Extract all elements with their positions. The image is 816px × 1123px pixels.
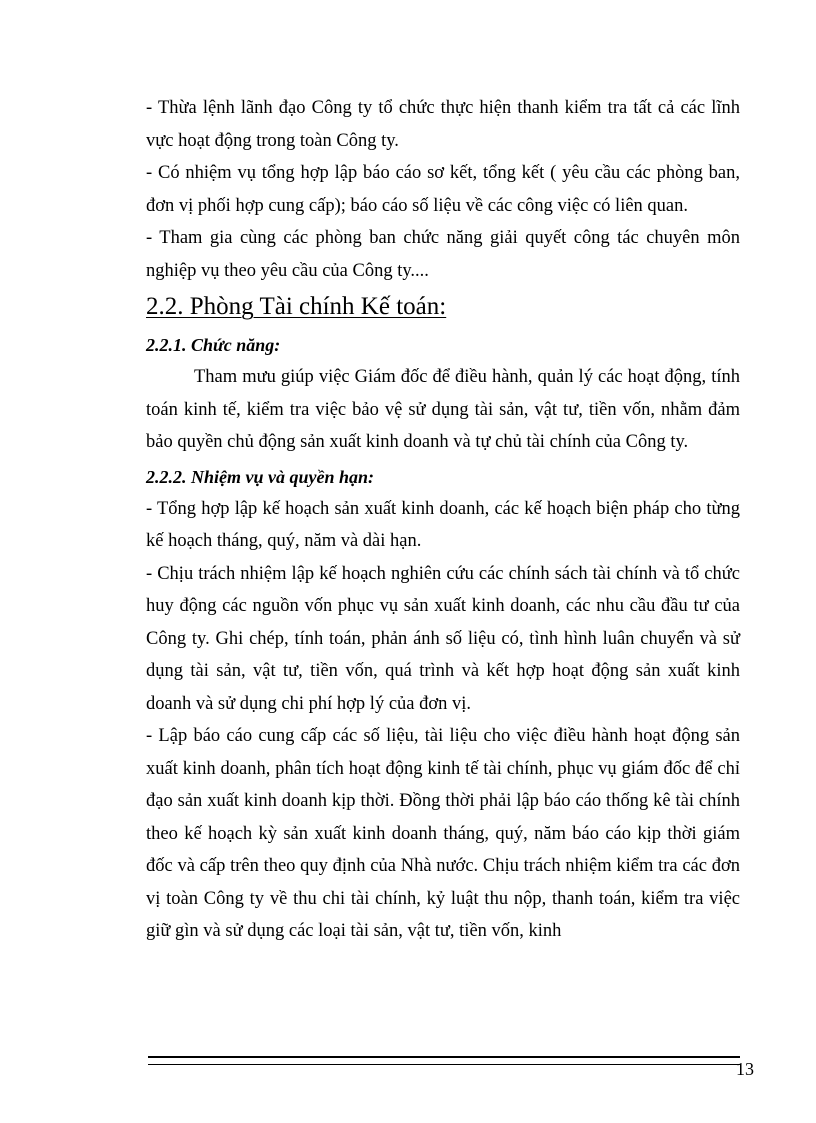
list-item-duty: - Chịu trách nhiệm lập kế hoạch nghiên cứu các chính sách tài chính và tổ chức huy động các nguồn vốn phục vụ sản xuất kinh doanh, các nhu cầu đầu tư của Công ty. Ghi chép, tính toán, phản ánh số liệu có, tình hình luân chuyển và sử dụng tài sản, vật tư, tiền vốn, quá trình và kết hợp hoạt động sản xuất kinh doanh và sử dụng chi phí hợp lý của đơn vị. <box>146 563 740 714</box>
subsection-heading-functions: 2.2.1. Chức năng: <box>146 335 281 355</box>
paragraph-inspection-duty: - Thừa lệnh lãnh đạo Công ty tổ chức thực hiện thanh kiểm tra tất cả các lĩnh vực hoạt động trong toàn Công ty. <box>146 98 740 151</box>
page-content <box>146 92 740 948</box>
list-item-duty: - Lập báo cáo cung cấp các số liệu, tài liệu cho việc điều hành hoạt động sản xuất kinh doanh, phân tích hoạt động kinh tế tài chính, phục vụ giám đốc để chỉ đạo sản xuất kinh doanh kịp thời. Đồng thời phải lập báo cáo thống kê tài chính theo kế hoạch kỳ sản xuất kinh doanh tháng, quý, năm báo cáo kịp thời giám đốc và cấp trên theo quy định của Nhà nước. Chịu trách nhiệm kiểm tra các đơn vị toàn Công ty về thu chi tài chính, kỷ luật thu nộp, thanh toán, kiểm tra việc giữ gìn và sử dụng các loại tài sản, vật tư, tiền vốn, kinh <box>146 726 740 941</box>
paragraph-reporting-duty: - Có nhiệm vụ tổng hợp lập báo cáo sơ kết, tổng kết ( yêu cầu các phòng ban, đơn vị phối hợp cung cấp); báo cáo số liệu về các công việc có liên quan. <box>146 163 740 216</box>
list-item-duty: - Tổng hợp lập kế hoạch sản xuất kinh doanh, các kế hoạch biện pháp cho từng kế hoạch tháng, quý, năm và dài hạn. <box>146 498 740 551</box>
paragraph-functions-body: Tham mưu giúp việc Giám đốc để điều hành, quản lý các hoạt động, tính toán kinh tế, kiểm tra việc bảo vệ sử dụng tài sản, vật tư, tiền vốn, nhằm đảm bảo quyền chủ động sản xuất kinh doanh và tự chủ tài chính của Công ty. <box>146 367 740 452</box>
footer-divider <box>148 1056 740 1065</box>
page-number: 13 <box>736 1059 754 1079</box>
subsection-heading-duties: 2.2.2. Nhiệm vụ và quyền hạn: <box>146 466 375 487</box>
paragraph-participation-duty: - Tham gia cùng các phòng ban chức năng giải quyết công tác chuyên môn nghiệp vụ theo yêu cầu của Công ty.... <box>146 228 740 281</box>
section-heading: 2.2. Phòng Tài chính Kế toán: <box>146 293 447 320</box>
